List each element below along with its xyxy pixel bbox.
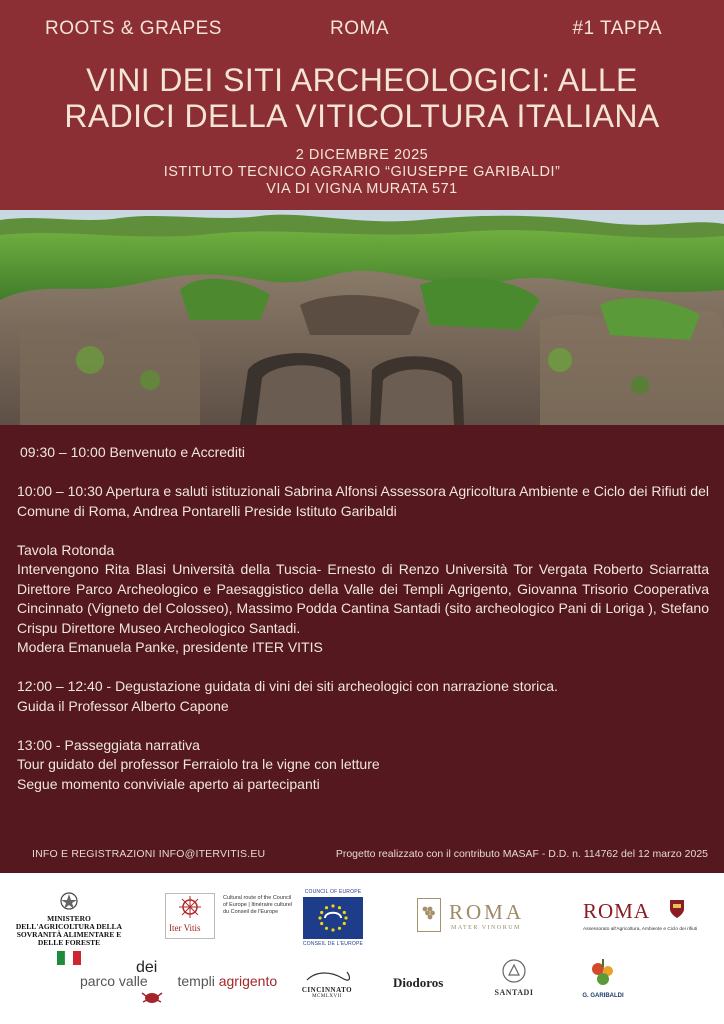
valle-agrigento-word: agrigento (218, 973, 278, 989)
program-item-roundtable (17, 541, 709, 658)
council-of-europe-logo (300, 889, 366, 947)
garibaldi-name: G. GARIBALDI (582, 993, 624, 999)
itervitis-name: Iter Vitis (169, 923, 201, 933)
program-item-walk (17, 736, 709, 795)
tasting-guide: Guida il Professor Alberto Capone (17, 697, 229, 714)
event-venue: ISTITUTO TECNICO AGRARIO “GIUSEPPE GARIBALDI” (163, 164, 561, 180)
event-details (0, 147, 724, 198)
stage-number: #1 TAPPA (572, 18, 662, 39)
program-body (17, 443, 709, 814)
valle-dei-word: dei (136, 959, 158, 976)
cincinnato-swirl-icon (302, 968, 352, 984)
roundtable-title: Tavola Rotonda (17, 541, 115, 558)
archaeological-site-photo (0, 210, 724, 425)
coe-top-text: COUNCIL OF EUROPE (304, 889, 362, 895)
coe-bottom-text: CONSEIL DE L'EUROPE (302, 941, 364, 947)
program-section (0, 425, 724, 873)
event-address: VIA DI VIGNA MURATA 571 (266, 181, 458, 197)
walk-description: Tour guidato del professor Ferraiolo tra le vigne con letture (17, 756, 380, 772)
series-name: ROOTS & GRAPES (45, 18, 222, 39)
garibaldi-logo (578, 957, 628, 999)
cincinnato-name: CINCINNATO (301, 986, 353, 994)
roma-assessorato-caption: Assessorato all'Agricoltura, Ambiente e Ciclo dei rifiuti (583, 927, 698, 932)
cincinnato-year: MCMLXVII (312, 994, 342, 999)
itervitis-caption: Cultural route of the Council of Europe | Itinéraire culturel du Conseil de l'Europe (223, 895, 292, 915)
roundtable-speakers: Intervengono Rita Blasi Università della Tuscia- Ernesto di Renzo Università Tor Vergata Roberto Sciarratta Direttore Parco Archeologico e Paesaggistico della Valle dei Templi Agrigento, Giovanna Trisorio Cooperativa Cincinnato (Vigneto del Colosseo), Massimo Podda Cantina Santadi (sito archeologico Pani di Loriga ), Stefano Crispu Direttore Museo Archeologico Santadi. (17, 561, 709, 636)
event-date: 2 DICEMBRE 2025 (295, 147, 429, 163)
itervitis-logo (165, 893, 295, 943)
valle-dei-templi-logo (80, 959, 278, 1005)
crab-icon (138, 989, 166, 1005)
title-line-2: RADICI DELLA VITICOLTURA ITALIANA (64, 98, 660, 134)
santadi-name: SANTADI (494, 988, 534, 997)
roma-mater-title: ROMA (449, 900, 525, 924)
italian-flag-icon (57, 951, 81, 965)
roma-assessorato-logo (583, 897, 713, 937)
valle-templi-word: templi (177, 973, 215, 989)
garibaldi-produce-icon (586, 957, 620, 991)
city-name: ROMA (330, 18, 389, 39)
program-item-opening: 10:00 – 10:30 Apertura e saluti istituzionali Sabrina Alfonsi Assessora Agricoltura Ambiente e Ciclo dei Rifiuti del Comune di Roma, Andrea Pontarelli Preside Istituto Garibaldi (17, 483, 709, 519)
program-item-tasting (17, 677, 709, 716)
roma-shield-icon (669, 899, 685, 919)
grape-icon (417, 898, 441, 932)
roma-mater-vinorum-logo (417, 898, 527, 938)
roma-title: ROMA (583, 899, 651, 923)
event-title (0, 62, 724, 134)
walk-title: 13:00 - Passeggiata narrativa (17, 736, 200, 753)
italian-emblem-icon (58, 891, 80, 911)
funding-note: Progetto realizzato con il contributo MASAF - D.D. n. 114762 del 12 marzo 2025 (335, 848, 708, 860)
ministry-name: MINISTERO DELL'AGRICOLTURA DELLA SOVRANITÀ ALIMENTARE E DELLE FORESTE (15, 914, 123, 947)
partner-logos (0, 873, 724, 1024)
roma-mater-subtitle: MATER VINORUM (451, 925, 521, 931)
eu-stars-icon (303, 897, 363, 939)
diodoros-logo: Diodoros (393, 975, 444, 990)
vine-sun-icon (166, 894, 214, 922)
valle-park-word: parco valle (80, 973, 148, 989)
walk-conviviality: Segue momento conviviale aperto ai partecipanti (17, 775, 320, 792)
santadi-logo (490, 957, 538, 997)
tasting-title: 12:00 – 12:40 - Degustazione guidata di vini dei siti archeologici con narrazione storica. (17, 678, 558, 694)
santadi-crest-icon (500, 957, 528, 985)
program-item-welcome: 09:30 – 10:00 Benvenuto e Accrediti (20, 444, 245, 460)
roundtable-moderator: Modera Emanuela Panke, presidente ITER VITIS (17, 639, 323, 655)
event-header (0, 0, 724, 210)
title-line-1: VINI DEI SITI ARCHEOLOGICI: ALLE (86, 62, 638, 98)
header-top-row (0, 18, 724, 44)
ministry-logo (10, 891, 128, 965)
cincinnato-logo (296, 968, 358, 999)
registration-info: INFO E REGISTRAZIONI INFO@ITERVITIS.EU (32, 848, 266, 860)
